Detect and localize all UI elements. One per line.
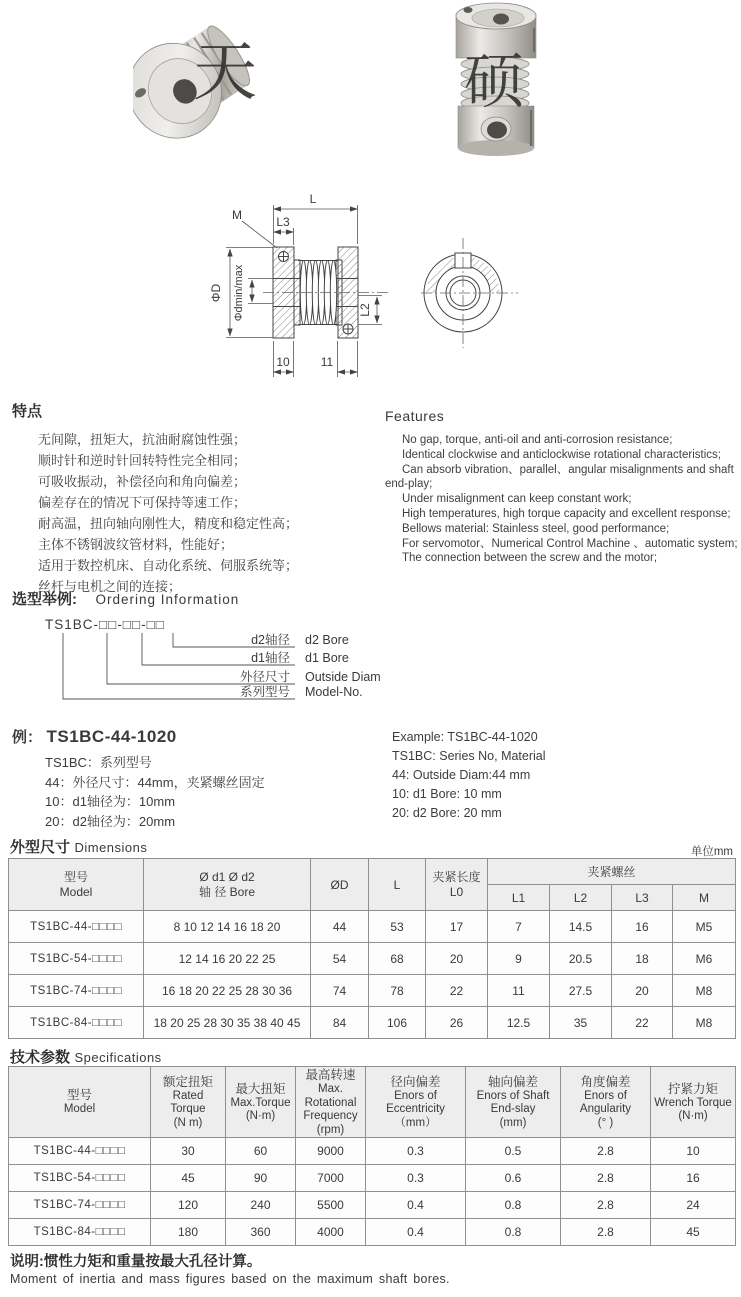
watermark-character: 天 bbox=[193, 36, 257, 108]
table-row bbox=[9, 1165, 736, 1192]
callout-zh: d1轴径 bbox=[251, 651, 290, 665]
table-cell: M8 bbox=[673, 1007, 736, 1039]
table-cell: 2.8 bbox=[561, 1192, 651, 1219]
dim-label-phidminmax: Φdmin/max bbox=[233, 264, 245, 322]
features-cn-title: 特点 bbox=[12, 403, 43, 420]
feature-item-en: The connection between the screw and the motor; bbox=[402, 552, 658, 565]
table-cell: 18 20 25 28 30 35 38 40 45 bbox=[144, 1007, 311, 1039]
table-cell: 0.4 bbox=[366, 1192, 466, 1219]
table-cell: TS1BC-44-□□□□ bbox=[9, 1138, 151, 1165]
feature-item-cn: 适用于数控机床、自动化系统、伺服系统等； bbox=[38, 558, 299, 573]
specs-title-en: Specifications bbox=[74, 1050, 162, 1065]
column-header-clamp-screw: 夹紧螺丝 bbox=[488, 859, 736, 885]
example-line-cn: TS1BC：系列型号 bbox=[45, 755, 152, 770]
footer-note-zh: 说明:惯性力矩和重量按最大孔径计算。 bbox=[10, 1254, 262, 1270]
table-cell: 18 bbox=[612, 943, 673, 975]
example-line-cn: 20：d2轴径为：20mm bbox=[45, 813, 176, 829]
table-cell: 78 bbox=[369, 975, 426, 1007]
front-view bbox=[421, 238, 518, 348]
table-cell: 120 bbox=[151, 1192, 226, 1219]
feature-item-en: Bellows material: Stainless steel, good performance; bbox=[402, 522, 670, 535]
column-header: 最高转速 Max. Rotational Frequency (rpm) bbox=[296, 1067, 366, 1138]
feature-item-en: Can absorb vibration、parallel、angular misalignments and shaft end-play; bbox=[385, 463, 734, 491]
table-cell: 0.4 bbox=[366, 1219, 466, 1246]
feature-item-en: Under misalignment can keep constant work; bbox=[402, 493, 632, 506]
dimensions-title-zh: 外型尺寸 bbox=[10, 839, 71, 856]
column-header: 角度偏差 Enors of Angularity (° ) bbox=[561, 1067, 651, 1138]
table-cell: 240 bbox=[226, 1192, 296, 1219]
dim-label-M: M bbox=[232, 208, 242, 222]
dim-label-L3: L3 bbox=[276, 215, 290, 229]
column-header-l3: L3 bbox=[612, 885, 673, 911]
feature-item-cn: 可吸收振动，补偿径向和角向偏差； bbox=[38, 474, 247, 489]
specifications-table bbox=[8, 1066, 736, 1246]
ordering-title-en: Ordering Information bbox=[95, 592, 240, 607]
callout-en: d2 Bore bbox=[305, 633, 349, 647]
column-header: 额定扭矩 Rated Torque (N m) bbox=[151, 1067, 226, 1138]
table-cell: 12 14 16 20 22 25 bbox=[144, 943, 311, 975]
technical-drawing bbox=[130, 185, 660, 390]
table-cell: 16 18 20 22 25 28 30 36 bbox=[144, 975, 311, 1007]
table-cell: TS1BC-84-□□□□ bbox=[9, 1007, 144, 1039]
column-header-l2: L2 bbox=[550, 885, 612, 911]
table-cell: 84 bbox=[311, 1007, 369, 1039]
callout-en: d1 Bore bbox=[305, 651, 349, 665]
watermark-character: 硕 bbox=[464, 48, 524, 115]
table-cell: 22 bbox=[426, 975, 488, 1007]
footer-note-en: Moment of inertia and mass figures based on the maximum shaft bores. bbox=[10, 1272, 450, 1286]
table-row bbox=[9, 975, 736, 1007]
callout-zh: 外径尺寸 bbox=[239, 670, 290, 684]
feature-item-en: Identical clockwise and anticlockwise rotational characteristics; bbox=[402, 448, 721, 461]
table-cell: 0.8 bbox=[466, 1219, 561, 1246]
table-cell: M6 bbox=[673, 943, 736, 975]
column-header-l0: 夹紧长度 L0 bbox=[426, 859, 488, 911]
example-line-en: 20: d2 Bore: 20 mm bbox=[392, 806, 502, 820]
table-cell: TS1BC-74-□□□□ bbox=[9, 975, 144, 1007]
table-cell: M8 bbox=[673, 975, 736, 1007]
feature-item-cn: 无间隙，扭矩大，抗油耐腐蚀性强； bbox=[38, 432, 247, 447]
table-cell: 24 bbox=[651, 1192, 736, 1219]
feature-item-en: High temperatures, high torque capacity and excellent response; bbox=[402, 507, 731, 520]
table-cell: 5500 bbox=[296, 1192, 366, 1219]
feature-item-en: No gap, torque, anti-oil and anti-corrosion resistance; bbox=[402, 434, 673, 446]
specs-title bbox=[10, 1046, 162, 1067]
table-cell: 2.8 bbox=[561, 1219, 651, 1246]
table-cell: 22 bbox=[612, 1007, 673, 1039]
table-row bbox=[9, 943, 736, 975]
table-cell: 7 bbox=[488, 911, 550, 943]
table-cell: TS1BC-54-□□□□ bbox=[9, 943, 144, 975]
unit-label: 单位mm bbox=[690, 846, 733, 858]
table-cell: 7000 bbox=[296, 1165, 366, 1192]
table-cell: 16 bbox=[651, 1165, 736, 1192]
dimensions-table bbox=[8, 858, 736, 1039]
table-cell: 12.5 bbox=[488, 1007, 550, 1039]
table-row bbox=[9, 911, 736, 943]
features-en-list bbox=[385, 433, 741, 566]
dim-label-11: 11 bbox=[320, 355, 334, 369]
table-cell: 16 bbox=[612, 911, 673, 943]
specs-title-zh: 技术参数 bbox=[10, 1049, 71, 1066]
table-cell: 10 bbox=[651, 1138, 736, 1165]
table-row bbox=[9, 1007, 736, 1039]
dim-label-L: L bbox=[309, 192, 317, 206]
dimensions-title-en: Dimensions bbox=[74, 840, 148, 855]
feature-item-cn: 偏差存在的情况下可保持等速工作； bbox=[38, 495, 247, 510]
features-en-title: Features bbox=[385, 408, 445, 424]
example-line-cn: 44：外径尺寸：44mm，夹紧螺丝固定 bbox=[45, 774, 265, 790]
ordering-title-zh: 选型举例: bbox=[12, 591, 77, 608]
features-cn-list bbox=[38, 429, 298, 597]
features-cn-section bbox=[12, 400, 298, 597]
table-cell: 53 bbox=[369, 911, 426, 943]
example-line-en: Example: TS1BC-44-1020 bbox=[392, 730, 538, 744]
ordering-callout-labels bbox=[240, 632, 381, 699]
table-cell: 35 bbox=[550, 1007, 612, 1039]
table-cell: M5 bbox=[673, 911, 736, 943]
example-line-en: 10: d1 Bore: 10 mm bbox=[392, 787, 502, 801]
column-header-bore: Ø d1 Ø d2 轴 径 Bore bbox=[144, 859, 311, 911]
table-cell: 9000 bbox=[296, 1138, 366, 1165]
table-cell: 54 bbox=[311, 943, 369, 975]
dimensions-title bbox=[10, 836, 147, 857]
table-cell: TS1BC-44-□□□□ bbox=[9, 911, 144, 943]
table-row bbox=[9, 1138, 736, 1165]
column-header: 拧紧力矩 Wrench Torque (N·m) bbox=[651, 1067, 736, 1138]
table-cell: 68 bbox=[369, 943, 426, 975]
table-cell: 45 bbox=[151, 1165, 226, 1192]
example-line-en: TS1BC: Series No, Material bbox=[392, 749, 546, 763]
table-row bbox=[9, 1219, 736, 1246]
table-cell: 20 bbox=[612, 975, 673, 1007]
table-cell: 74 bbox=[311, 975, 369, 1007]
table-cell: 360 bbox=[226, 1219, 296, 1246]
table-cell: 45 bbox=[651, 1219, 736, 1246]
column-header: 径向偏差 Enors of Eccentricity （mm） bbox=[366, 1067, 466, 1138]
column-header-m: M bbox=[673, 885, 736, 911]
example-en bbox=[392, 728, 546, 823]
table-cell: 106 bbox=[369, 1007, 426, 1039]
feature-item-cn: 丝杆与电机之间的连接； bbox=[38, 579, 182, 594]
table-cell: 0.3 bbox=[366, 1165, 466, 1192]
table-cell: 17 bbox=[426, 911, 488, 943]
table-cell: 2.8 bbox=[561, 1138, 651, 1165]
ordering-title bbox=[12, 588, 239, 609]
table-cell: 0.8 bbox=[466, 1192, 561, 1219]
table-cell: 2.8 bbox=[561, 1165, 651, 1192]
feature-item-cn: 耐高温，扭向轴向刚性大，精度和稳定性高； bbox=[38, 516, 299, 531]
callout-en: Outside Diam bbox=[305, 670, 381, 684]
table-cell: 44 bbox=[311, 911, 369, 943]
product-photo-right bbox=[438, 0, 556, 156]
column-header-od: ØD bbox=[311, 859, 369, 911]
example-line-cn: 10：d1轴径为：10mm bbox=[45, 794, 176, 809]
column-header-l1: L1 bbox=[488, 885, 550, 911]
table-cell: TS1BC-84-□□□□ bbox=[9, 1219, 151, 1246]
example-label: 例： bbox=[12, 729, 43, 746]
table-cell: 60 bbox=[226, 1138, 296, 1165]
callout-zh: 系列型号 bbox=[239, 685, 290, 699]
feature-item-en: For servomotor、Numerical Control Machine 、automatic system; bbox=[402, 537, 738, 550]
table-cell: 20 bbox=[426, 943, 488, 975]
example-line-en: 44: Outside Diam:44 mm bbox=[392, 768, 531, 782]
table-cell: TS1BC-54-□□□□ bbox=[9, 1165, 151, 1192]
column-header: 轴向偏差 Enors of Shaft End-slay (mm) bbox=[466, 1067, 561, 1138]
table-cell: 11 bbox=[488, 975, 550, 1007]
dim-label-phiD: ΦD bbox=[209, 283, 223, 303]
ordering-diagram bbox=[40, 612, 410, 708]
table-cell: 0.5 bbox=[466, 1138, 561, 1165]
column-header: 最大扭矩 Max.Torque (N·m) bbox=[226, 1067, 296, 1138]
table-cell: 0.3 bbox=[366, 1138, 466, 1165]
example-cn-lines bbox=[45, 753, 265, 831]
callout-zh: d2轴径 bbox=[251, 633, 290, 647]
callout-en: Model-No. bbox=[305, 685, 363, 699]
table-cell: 180 bbox=[151, 1219, 226, 1246]
table-row bbox=[9, 1192, 736, 1219]
table-cell: 4000 bbox=[296, 1219, 366, 1246]
table-cell: 20.5 bbox=[550, 943, 612, 975]
column-header-l: L bbox=[369, 859, 426, 911]
feature-item-cn: 主体不锈钢波纹管材料，性能好； bbox=[38, 537, 234, 552]
dim-label-L2: L2 bbox=[358, 303, 372, 317]
table-cell: 9 bbox=[488, 943, 550, 975]
ordering-code: TS1BC-□□-□□-□□ bbox=[45, 617, 165, 632]
product-photo-left bbox=[133, 2, 265, 164]
example-cn bbox=[12, 726, 265, 831]
feature-item-cn: 顺时针和逆时针回转特性完全相同； bbox=[38, 453, 247, 468]
table-cell: 26 bbox=[426, 1007, 488, 1039]
example-code: TS1BC-44-1020 bbox=[46, 727, 177, 746]
table-cell: 8 10 12 14 16 18 20 bbox=[144, 911, 311, 943]
column-header: 型号 Model bbox=[9, 1067, 151, 1138]
table-cell: 14.5 bbox=[550, 911, 612, 943]
table-cell: TS1BC-74-□□□□ bbox=[9, 1192, 151, 1219]
features-en-section bbox=[385, 408, 741, 566]
column-header-model: 型号 Model bbox=[9, 859, 144, 911]
table-cell: 27.5 bbox=[550, 975, 612, 1007]
table-cell: 30 bbox=[151, 1138, 226, 1165]
table-cell: 90 bbox=[226, 1165, 296, 1192]
dim-label-10: 10 bbox=[276, 355, 290, 369]
table-cell: 0.6 bbox=[466, 1165, 561, 1192]
